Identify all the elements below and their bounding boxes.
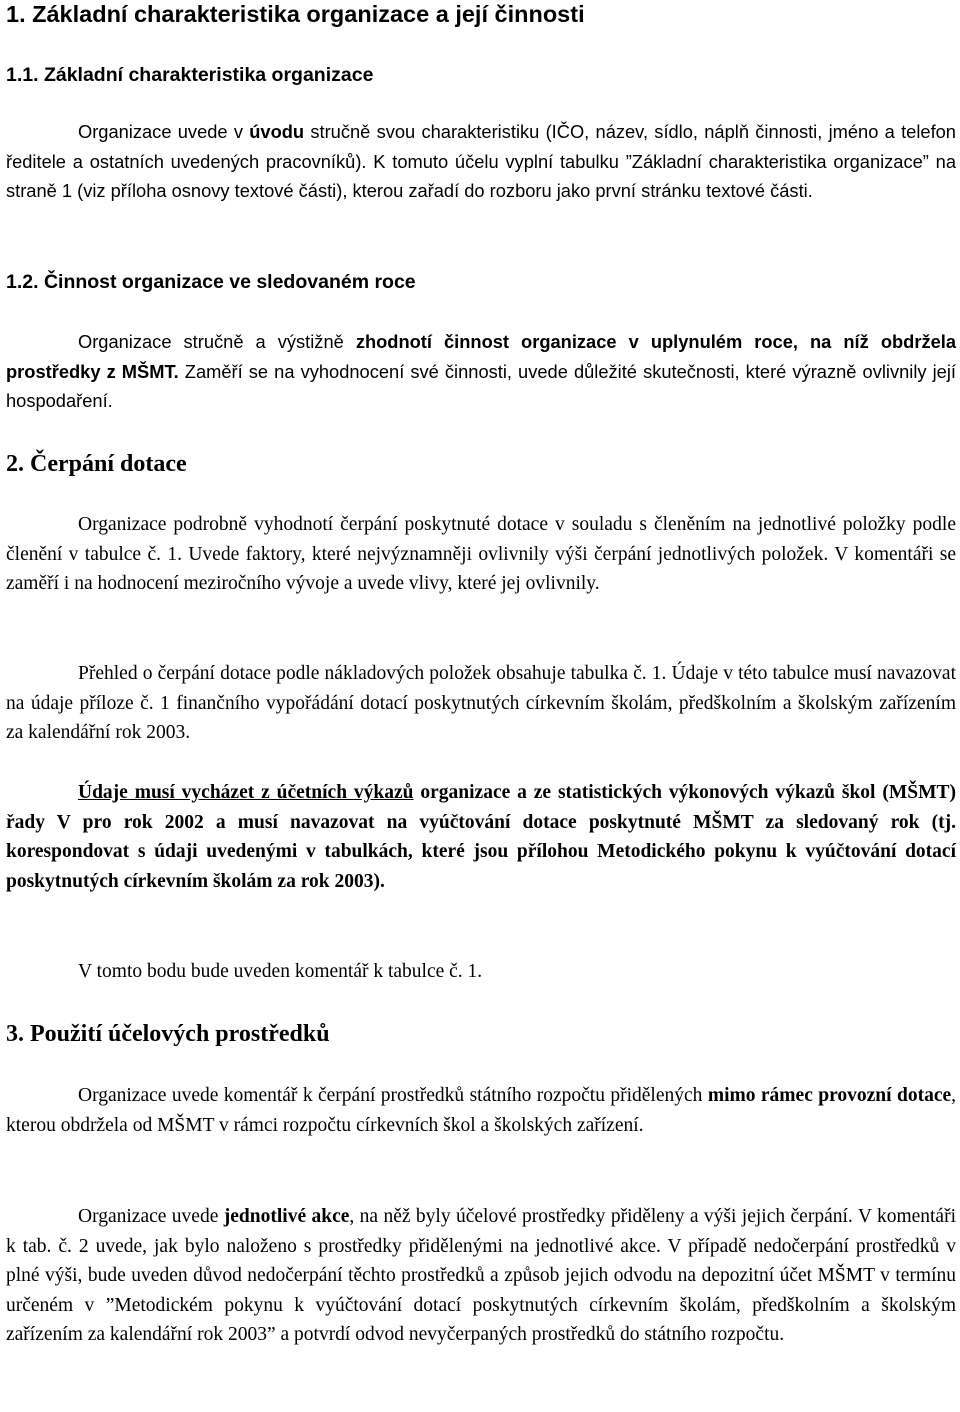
paragraph-2-3: Údaje musí vycházet z účetních výkazů organizace a ze statistických výkonových výkazů škol (MŠMT) řady V pro rok 2002 a musí navazovat na vyúčtování dotace poskytnuté MŠMT za sledovaný rok (tj. korespondovat s údaji uvedenými v tabulkách, které jsou přílohou Metodického pokynu k vyúčtování dotací poskytnutých církevním školám za rok 2003).	[6, 782, 956, 892]
paragraph-3-1: Organizace uvede komentář k čerpání prostředků státního rozpočtu přidělených mimo rámec provozní dotace, kterou obdržela od MŠMT v rámci rozpočtu církevních škol a školských zařízení.	[6, 1085, 957, 1136]
section-heading-2: 2. Čerpání dotace	[6, 451, 187, 477]
section-heading-1: 1. Základní charakteristika organizace a její činnosti	[6, 1, 585, 27]
subsection-heading-1-1: 1.1. Základní charakteristika organizace	[6, 64, 374, 86]
paragraph-2-4: V tomto bodu bude uveden komentář k tabulce č. 1.	[78, 961, 483, 982]
paragraph-2-2: Přehled o čerpání dotace podle nákladových položek obsahuje tabulka č. 1. Údaje v této tabulce musí navazovat na údaje příloze č. 1 finančního vypořádání dotací poskytnutých církevním školám, předškolním a školským zařízením za kalendářní rok 2003.	[6, 663, 956, 743]
paragraph-3-2: Organizace uvede jednotlivé akce, na něž byly účelové prostředky přiděleny a výši jejich čerpání. V komentáři k tab. č. 2 uvede, jak bylo naloženo s prostředky přidělenými na jednotlivé akce. V případě nedočerpání prostředků v plné výši, bude uveden důvod nedočerpání těchto prostředků a způsob jejich odvodu na depozitní účet MŠMT v termínu určeném v ”Metodickém pokynu k vyúčtování dotací poskytnutých církevním školám, předškolním a školským zařízením za kalendářní rok 2003” a potvrdí odvod nevyčerpaných prostředků do státního rozpočtu.	[6, 1206, 956, 1345]
paragraph-1-1: Organizace uvede v úvodu stručně svou charakteristiku (IČO, název, sídlo, náplň činnosti, jméno a telefon ředitele a ostatních uvedených pracovníků). K tomuto účelu vyplní tabulku ”Základní charakteristika organizace” na straně 1 (viz příloha osnovy textové části), kterou zařadí do rozboru jako první stránku textové části.	[6, 121, 956, 201]
section-heading-3: 3. Použití účelových prostředků	[6, 1021, 330, 1047]
subsection-heading-1-2: 1.2. Činnost organizace ve sledovaném roce	[6, 271, 416, 293]
paragraph-1-2: Organizace stručně a výstižně zhodnotí činnost organizace v uplynulém roce, na níž obdržela prostředky z MŠMT. Zaměří se na vyhodnocení své činnosti, uvede důležité skutečnosti, které výrazně ovlivnily její hospodaření.	[6, 331, 956, 411]
paragraph-2-1: Organizace podrobně vyhodnotí čerpání poskytnuté dotace v souladu s členěním na jednotlivé položky podle členění v tabulce č. 1. Uvede faktory, které nejvýznamněji ovlivnily výši čerpání jednotlivých položek. V komentáři se zaměří i na hodnocení meziročního vývoje a uvede vlivy, které jej ovlivnily.	[6, 514, 956, 594]
